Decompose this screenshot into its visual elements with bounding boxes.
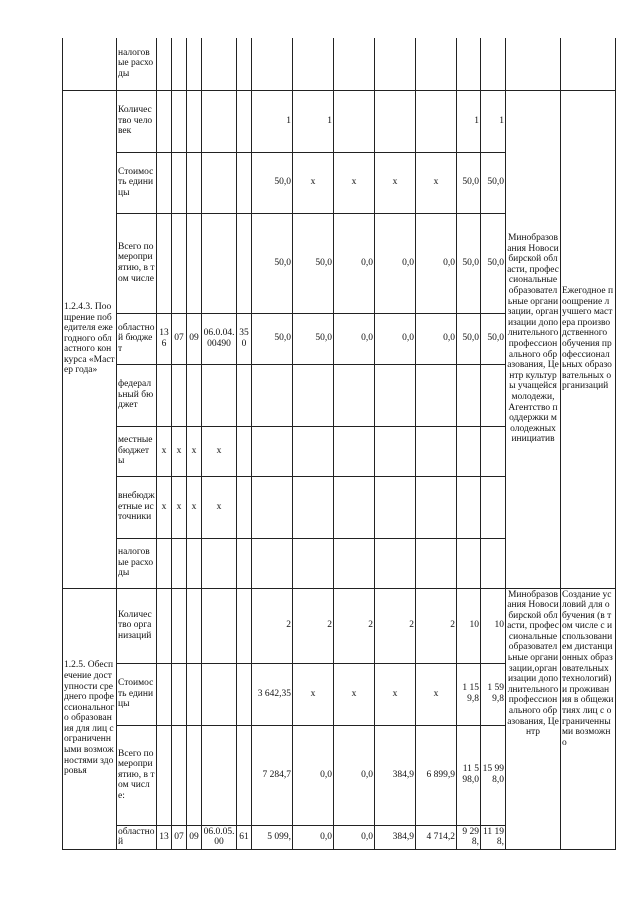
pr-code: 09 [187,313,202,364]
row-label: налоговые расходы [117,38,157,90]
vr-code: 61 [237,825,252,849]
cell-value: 0,0 [375,213,416,313]
row-label: Стоимость единицы [117,663,157,725]
cell-value: х [293,152,334,213]
rz-code: 07 [172,313,187,364]
row-label: Стоимость единицы [117,152,157,213]
cell-value: 0,0 [416,213,457,313]
cell-value: 50,0 [293,213,334,313]
cell-value: 50,0 [481,152,506,213]
pr-code: х [187,426,202,476]
executor-cell: Минобразования Новосибирской области, профессиональные образовательные организации,организации дополнительного профессионального образования, Центр [506,588,561,849]
csr-code: х [202,476,237,538]
cell-value: 0,0 [293,725,334,825]
cell-value: х [334,152,375,213]
cell-value: 1 159,8 [457,663,481,725]
cell-value: 1 [481,90,506,152]
csr-code: 06.0.05.00 [202,825,237,849]
cell-value: 2 [416,588,457,663]
result-cell: Ежегодное поощрение лучшего мастера производственного обучения профессиональных образовательных организаций [561,90,616,588]
grbs-code: х [157,426,172,476]
cell-value: 1 [457,90,481,152]
cell-value: 7 284,7 [252,725,293,825]
cell-value: 5 099, [252,825,293,849]
activity-code: 1.2.4.3. Поощрение победителя ежегодного областного конкурса «Мастер года» [63,90,117,588]
cell-value: 10 [481,588,506,663]
cell-value: 11 198, [481,825,506,849]
cell-value: 2 [293,588,334,663]
result-cell: Создание условий для обучения (в том числе с использованием дистанционных образовательных технологий) и проживания в общежитиях лиц с ограниченными возможно [561,588,616,849]
cell-value: 2 [252,588,293,663]
row-label: Количество организаций [117,588,157,663]
grbs-code: х [157,476,172,538]
vr-code: 350 [237,313,252,364]
executor-cell: Минобразования Новосибирской области, профессиональные образовательные организации, организации дополнительного профессионального образования, Центр культуры учащейся молодежи, Агентство поддержки молодежных инициатив [506,90,561,588]
table-row [63,588,616,663]
cell-value: 384,9 [375,825,416,849]
cell-value: 50,0 [481,313,506,364]
cell-value: 0,0 [375,313,416,364]
cell-value: 0,0 [334,725,375,825]
cell-value: 50,0 [252,152,293,213]
cell-value: х [416,152,457,213]
csr-code: 06.0.04.00490 [202,313,237,364]
cell-value: 6 899,9 [416,725,457,825]
cell-value: 50,0 [252,313,293,364]
cell-value: 1 [293,90,334,152]
cell-value: х [416,663,457,725]
cell-value: 0,0 [293,825,334,849]
cell-value: 1 599,8 [481,663,506,725]
activity-code: 1.2.5. Обеспечение доступности среднего профессионального образования для лиц с ограниченными возможностями здоровья [63,588,117,849]
row-label: Всего по мероприятию, в том числе: [117,725,157,825]
cell-value: 50,0 [293,313,334,364]
cell-value: 0,0 [334,313,375,364]
cell-value: 0,0 [416,313,457,364]
rz-code: х [172,476,187,538]
table-row [63,38,616,90]
cell-value: 384,9 [375,725,416,825]
cell-value: 50,0 [457,152,481,213]
cell-value: 3 642,35 [252,663,293,725]
row-label: внебюджетные источники [117,476,157,538]
pr-code: х [187,476,202,538]
cell-value: х [293,663,334,725]
cell-value: 50,0 [457,213,481,313]
cell-value: 0,0 [334,825,375,849]
grbs-code: 136 [157,313,172,364]
cell-value: 50,0 [481,213,506,313]
cell-value: 50,0 [457,313,481,364]
cell-value: 11 598,0 [457,725,481,825]
cell-value: 0,0 [334,213,375,313]
cell-value: х [334,663,375,725]
budget-table [62,38,616,850]
row-label: областной бюджет [117,313,157,364]
rz-code: х [172,426,187,476]
row-label: Всего по мероприятию, в том числе [117,213,157,313]
cell-value: х [375,152,416,213]
pr-code: 09 [187,825,202,849]
cell-value: 15 998,0 [481,725,506,825]
csr-code: х [202,426,237,476]
cell-value: 9 298, [457,825,481,849]
row-label: областной [117,825,157,849]
grbs-code: 13 [157,825,172,849]
row-label: федеральный бюджет [117,364,157,426]
cell-value: 50,0 [252,213,293,313]
row-label: местные бюджеты [117,426,157,476]
row-label: Количество человек [117,90,157,152]
cell-value: 4 714,2 [416,825,457,849]
cell-value: 2 [375,588,416,663]
cell-value: 10 [457,588,481,663]
row-label: налоговые расходы [117,538,157,588]
rz-code: 07 [172,825,187,849]
cell-value: 1 [252,90,293,152]
cell-value: 2 [334,588,375,663]
table-row [63,90,616,152]
cell-value: х [375,663,416,725]
